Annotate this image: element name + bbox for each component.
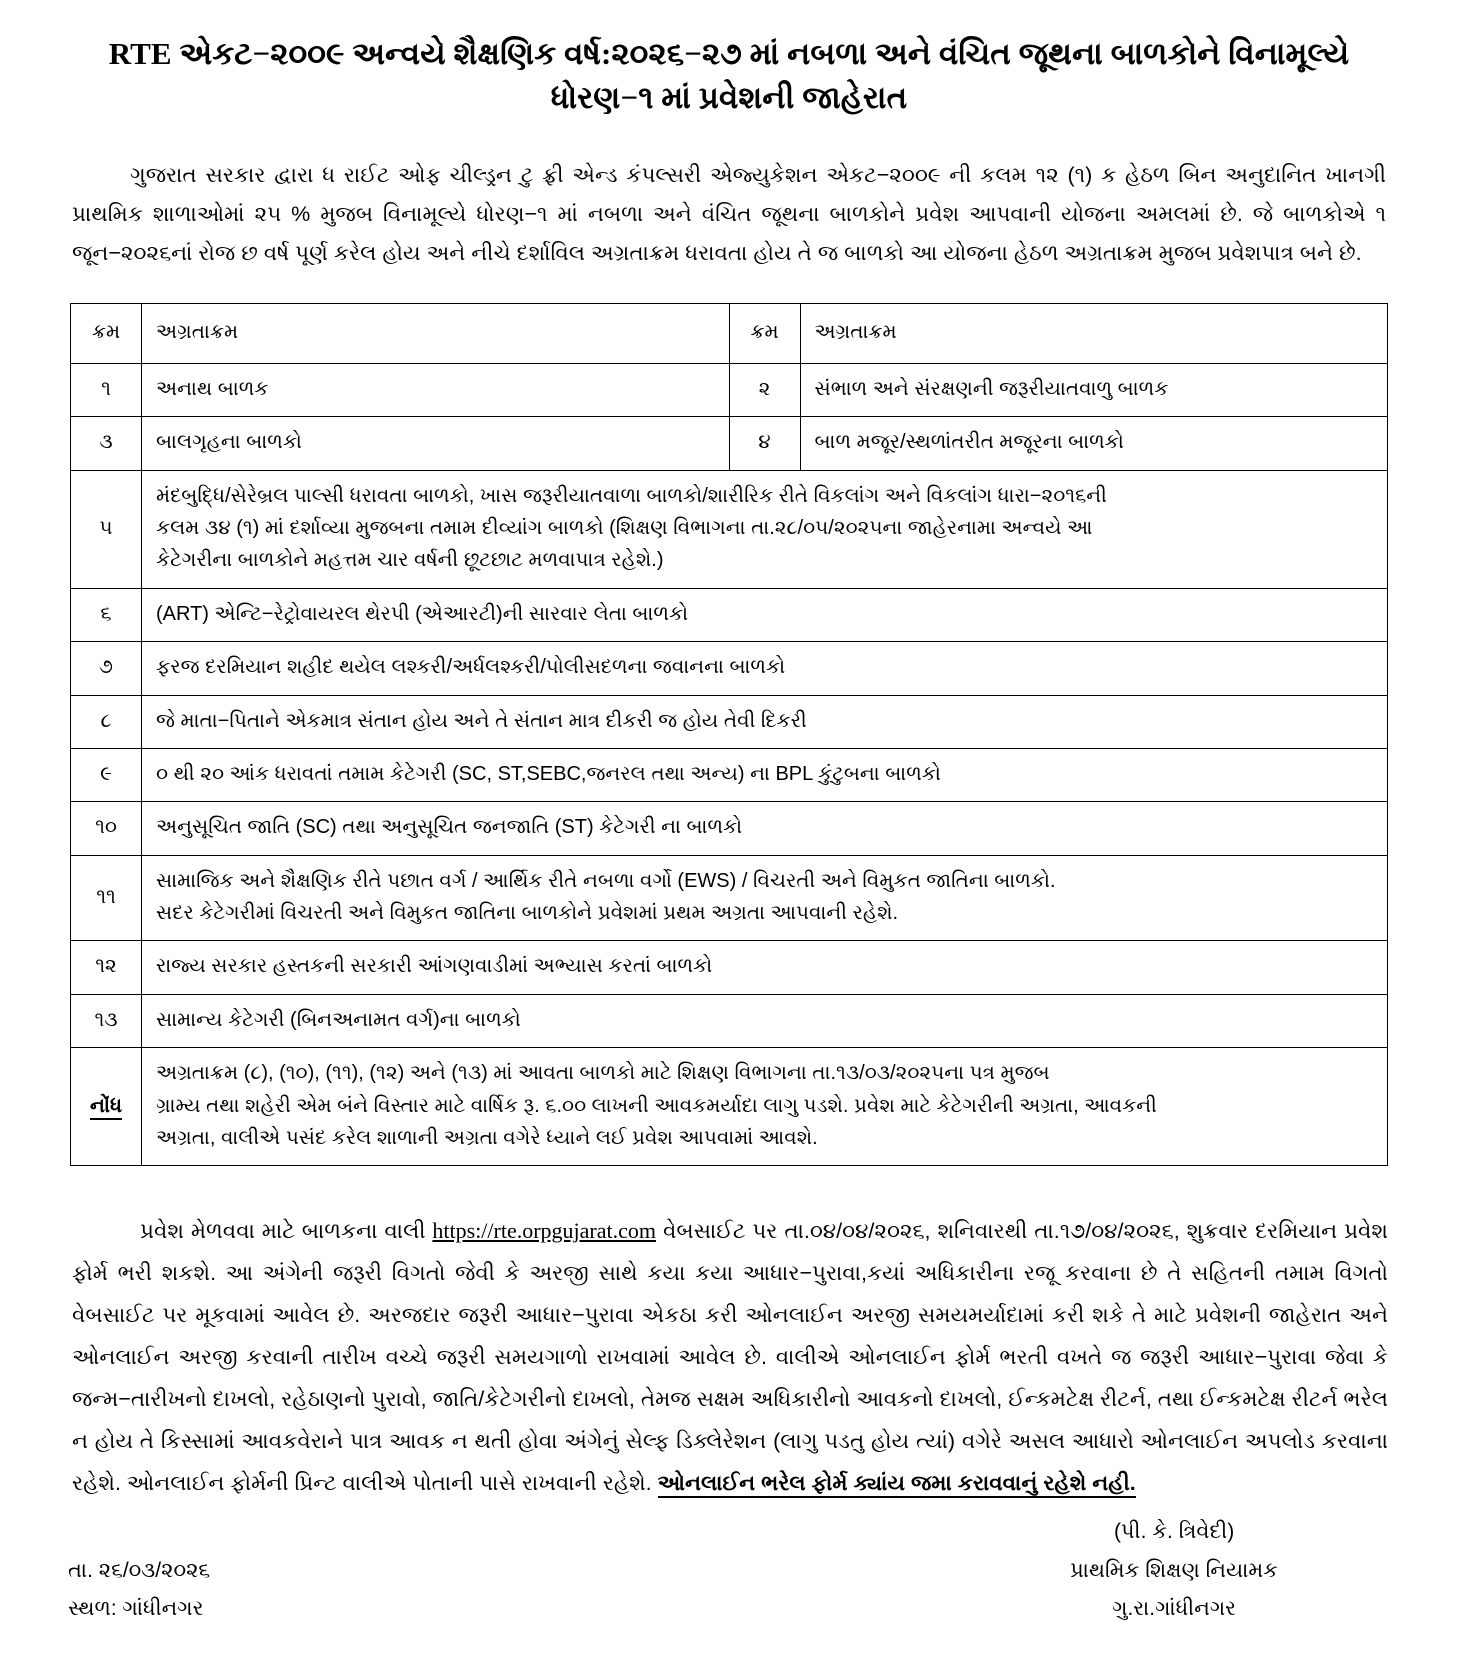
table-row xyxy=(71,748,1388,801)
row-text: રાજ્ય સરકાર હસ્તકની સરકારી આંગણવાડીમાં અભ્યાસ કરતાં બાળકો xyxy=(142,941,1388,994)
table-row xyxy=(71,855,1388,941)
table-row xyxy=(71,994,1388,1047)
row-num: ૧૦ xyxy=(71,802,142,855)
row-text: સામાન્ય કેટેગરી (બિનઅનામત વર્ગ)ના બાળકો xyxy=(142,994,1388,1047)
header-priority-right: અગ્રતાક્રમ xyxy=(800,304,1388,363)
row-text: બાલગૃહના બાળકો xyxy=(142,417,730,470)
row-num: ૧૩ xyxy=(71,994,142,1047)
table-row xyxy=(71,642,1388,695)
header-num-right: ક્રમ xyxy=(729,304,800,363)
table-row xyxy=(71,941,1388,994)
row-line: કેટેગરીના બાળકોને મહત્તમ ચાર વર્ષની છૂટછાટ મળવાપાત્ર રહેશે.) xyxy=(156,549,664,572)
row-text: અનુસૂચિત જાતિ (SC) તથા અનુસૂચિત જનજાતિ (ST) કેટેગરી ના બાળકો xyxy=(142,802,1388,855)
row-num: ૧૨ xyxy=(71,941,142,994)
row-text xyxy=(142,470,1388,588)
closing-part-1: પ્રવેશ મેળવવા માટે બાળકના વાલી xyxy=(140,1219,433,1244)
row-line: સદર કેટેગરીમાં વિચરતી અને વિમુકત જાતિના બાળકોને પ્રવેશમાં પ્રથમ અગ્રતા આપવાની રહેશે. xyxy=(156,902,899,925)
table-row xyxy=(71,695,1388,748)
footer-left-block xyxy=(60,1552,210,1627)
row-num: ૪ xyxy=(729,417,800,470)
header-priority-left: અગ્રતાક્રમ xyxy=(142,304,730,363)
note-line: અગ્રતા, વાલીએ પસંદ કરેલ શાળાની અગ્રતા વગેરે ધ્યાને લઈ પ્રવેશ આપવામાં આવશે. xyxy=(156,1127,818,1150)
note-label xyxy=(71,1048,142,1166)
footer xyxy=(60,1513,1398,1627)
note-line: ગ્રામ્ય તથા શહેરી એમ બંને વિસ્તાર માટે વાર્ષિક રૂ. ૬.૦૦ લાખની આવકમર્યાદા લાગુ પડશે. પ્રવેશ માટે કેટેગરીની અગ્રતા, આવકની xyxy=(156,1094,1157,1117)
note-line: અગ્રતાક્રમ (૮), (૧૦), (૧૧), (૧૨) અને (૧૩) માં આવતા બાળકો માટે શિક્ષણ વિભાગના તા.૧૩/૦૩/૨૦૨૫ના પત્ર મુજબ xyxy=(156,1062,1050,1085)
row-num: ૯ xyxy=(71,748,142,801)
title-line-1: RTE એકટ−૨૦૦૯ અન્વયે શૈક્ષણિક વર્ષ:૨૦૨૬−૨૭ માં નબળા અને વંચિત જૂથના બાળકોને વિનામૂલ્યે xyxy=(108,36,1350,71)
table-note-row xyxy=(71,1048,1388,1166)
row-text: (ART) એન્ટિ−રેટ્રોવાયરલ થેરપી (એઆરટી)ની સારવાર લેતા બાળકો xyxy=(142,588,1388,641)
closing-part-2: વેબસાઈટ પર તા.૦૪/૦૪/૨૦૨૬, શનિવારથી તા.૧૭/૦૪/૨૦૨૬, શુક્રવાર દરમિયાન પ્રવેશ ફોર્મ ભરી શકશે. આ અંગેની જરૂરી વિગતો જેવી કે અરજી સાથે કયા કયા આધાર−પુરાવા,કયાં અધિકારીના રજૂ કરવાના છે તે સહિતની તમામ વિગતો વેબસાઈટ પર મૂકવામાં આવેલ છે. અરજદાર જરૂરી આધાર−પુરાવા એકઠા કરી ઓનલાઈન અરજી સમયમર્યાદામાં કરી શકે તે માટે પ્રવેશની જાહેરાત અને ઓનલાઈન અરજી કરવાની તારીખ વચ્ચે જરૂરી સમયગાળો રાખવામાં આવેલ છે. વાલીએ ઓનલાઈન ફોર્મ ભરતી વખતે જ જરૂરી આધાર−પુરાવા જેવા કે જન્મ−તારીખનો દાખલો, રહેઠાણનો પુરાવો, જાતિ/કેટેગરીનો દાખલો, તેમજ સક્ષમ અધિકારીનો આવકનો દાખલો, ઈન્કમટેક્ષ રીટર્ન, તથા ઈન્કમટેક્ષ રીટર્ન ભરેલ ન હોય તે કિસ્સામાં આવકવેરાને પાત્ર આવક ન થતી હોવા અંગેનું સેલ્ફ ડિક્લેરેશન (લાગુ પડતુ હોય ત્યાં) વગેરે અસલ આધારો ઓનલાઈન અપલોડ કરવાના રહેશે. ઓનલાઈન ફોર્મની પ્રિન્ટ વાલીએ પોતાની પાસે રાખવાની રહેશે. xyxy=(72,1219,1388,1495)
closing-paragraph xyxy=(72,1210,1388,1504)
page-title xyxy=(76,32,1382,120)
issue-place: સ્થળ: ગાંધીનગર xyxy=(68,1596,204,1620)
row-num: ૭ xyxy=(71,642,142,695)
row-line: મંદબુદ્ધિ/સેરેબ્રલ પાલ્સી ધરાવતા બાળકો, ખાસ જરૂરીયાતવાળા બાળકો/શારીરિક રીતે વિકલાંગ અને વિકલાંગ ધારા−૨૦૧૬ની xyxy=(156,484,1107,507)
row-num: ૬ xyxy=(71,588,142,641)
row-num: ૮ xyxy=(71,695,142,748)
note-label-text: નોંધ xyxy=(90,1095,122,1120)
row-num: ૨ xyxy=(729,363,800,416)
table-row xyxy=(71,417,1388,470)
signature-block xyxy=(1070,1513,1398,1627)
row-line: સામાજિક અને શૈક્ષણિક રીતે પછાત વર્ગ / આર્થિક રીતે નબળા વર્ગો (EWS) / વિચરતી અને વિમુકત જાતિના બાળકો. xyxy=(156,869,1056,892)
row-num: ૧ xyxy=(71,363,142,416)
row-line: કલમ ૩૪ (૧) માં દર્શાવ્યા મુજબના તમામ દીવ્યાંગ બાળકો (શિક્ષણ વિભાગના તા.૨૮/૦૫/૨૦૨૫ના જાહેરનામા અન્વયે આ xyxy=(156,516,1093,539)
table-row xyxy=(71,470,1388,588)
table-row xyxy=(71,588,1388,641)
table-row xyxy=(71,363,1388,416)
row-text: બાળ મજૂર/સ્થળાંતરીત મજૂરના બાળકો xyxy=(800,417,1388,470)
row-text: ફરજ દરમિયાન શહીદ થયેલ લશ્કરી/અર્ધલશ્કરી/પોલીસદળના જવાનના બાળકો xyxy=(142,642,1388,695)
note-text xyxy=(142,1048,1388,1166)
row-text: જે માતા−પિતાને એકમાત્ર સંતાન હોય અને તે સંતાન માત્ર દીકરી જ હોય તેવી દિકરી xyxy=(142,695,1388,748)
table-row xyxy=(71,802,1388,855)
row-num: ૩ xyxy=(71,417,142,470)
row-num: ૫ xyxy=(71,470,142,588)
intro-paragraph: ગુજરાત સરકાર દ્વારા ધ રાઈટ ઓફ ચીલ્ડ્રન ટુ ફ્રી એન્ડ કંપલ્સરી એજ્યુકેશન એકટ−૨૦૦૯ ની કલમ ૧૨ (૧) ક હેઠળ બિન અનુદાનિત ખાનગી પ્રાથમિક શાળાઓમાં ૨૫ % મુજબ વિનામૂલ્યે ધોરણ−૧ માં નબળા અને વંચિત જૂથના બાળકોને પ્રવેશ આપવાની યોજના અમલમાં છે. જે બાળકોએ ૧ જૂન−૨૦૨૬નાં રોજ છ વર્ષ પૂર્ણ કરેલ હોય અને નીચે દર્શાવિલ અગ્રતાક્રમ ધરાવતા હોય તે જ બાળકો આ યોજના હેઠળ અગ્રતાક્રમ મુજબ પ્રવેશપાત્ર બને છે. xyxy=(72,163,1386,266)
title-line-2: ધોરણ−૧ માં પ્રવેશની જાહેરાત xyxy=(550,80,908,116)
signatory-office: ગુ.રા.ગાંધીનગર xyxy=(1112,1596,1237,1620)
issue-date: તા. ૨૬/૦૩/૨૦૨૬ xyxy=(68,1559,211,1583)
priority-table xyxy=(70,303,1388,1166)
signatory-designation: પ્રાથમિક શિક્ષણ નિયામક xyxy=(1070,1559,1278,1583)
row-text: સંભાળ અને સંરક્ષણની જરૂરીયાતવાળુ બાળક xyxy=(800,363,1388,416)
row-num: ૧૧ xyxy=(71,855,142,941)
header-num-left: ક્રમ xyxy=(71,304,142,363)
row-text xyxy=(142,855,1388,941)
registration-website-link[interactable]: https://rte.orpgujarat.com xyxy=(432,1218,657,1244)
row-text: અનાથ બાળક xyxy=(142,363,730,416)
closing-highlight: ઓનલાઈન ભરેલ ફોર્મ ક્યાંય જમા કરાવવાનું રહેશે નહી. xyxy=(658,1471,1136,1498)
table-header-row xyxy=(71,304,1388,363)
row-text: ૦ થી ૨૦ આંક ધરાવતાં તમામ કેટેગરી (SC, ST,SEBC,જનરલ તથા અન્ય) ના BPL કુંટુબના બાળકો xyxy=(142,748,1388,801)
signatory-name: (પી. કે. ત્રિવેદી) xyxy=(1113,1519,1235,1543)
